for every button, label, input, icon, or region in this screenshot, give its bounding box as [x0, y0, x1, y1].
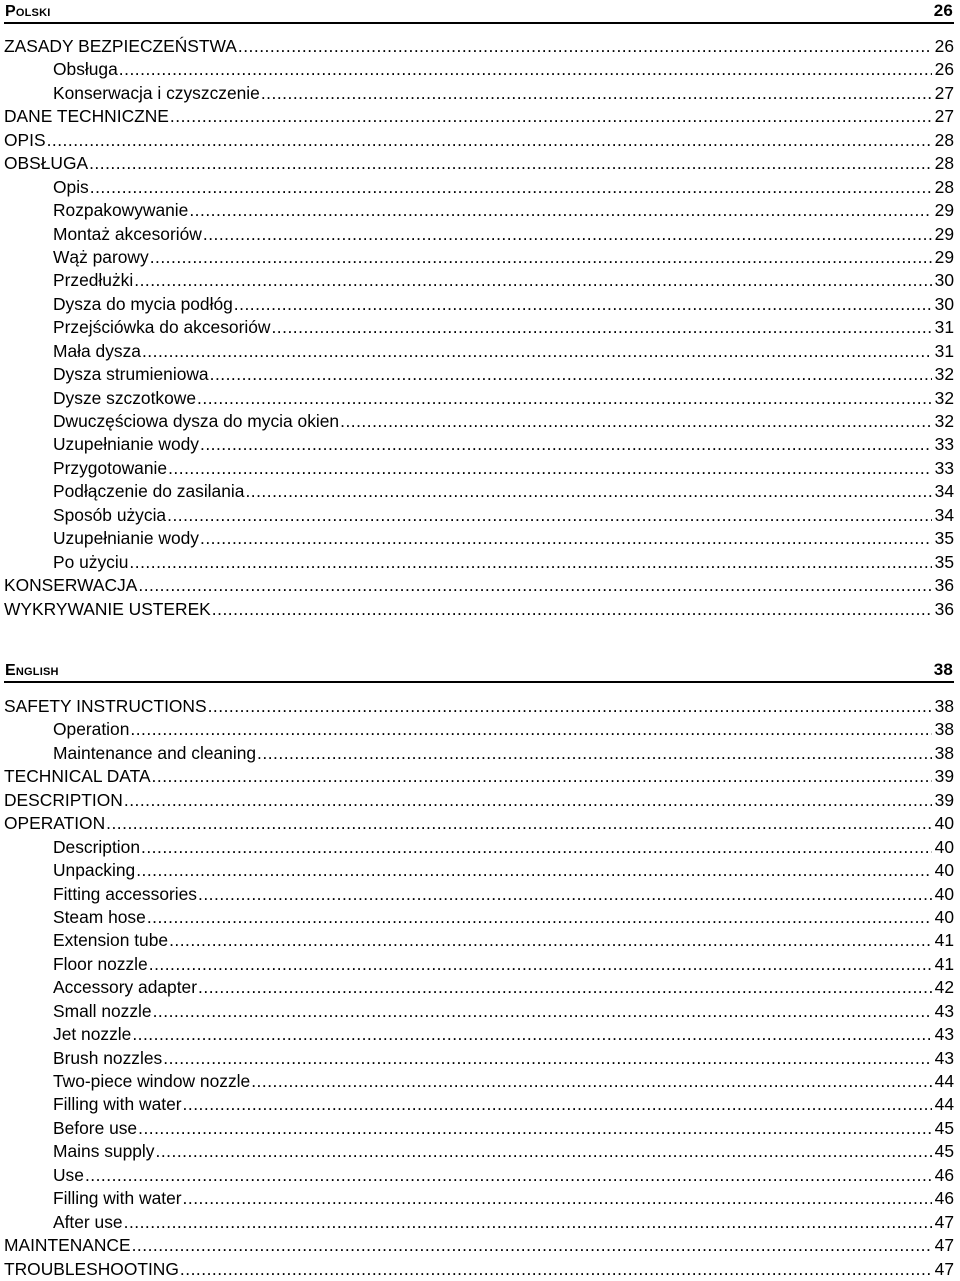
toc-entry-title: Operation: [53, 719, 130, 740]
toc-dot-leader: [198, 883, 932, 906]
toc-entry-title: Two-piece window nozzle: [53, 1071, 251, 1091]
toc-entry-page: 45: [934, 1117, 954, 1138]
toc-entry[interactable]: [4, 129, 954, 152]
toc-entry-page: 45: [934, 1141, 954, 1162]
toc-entry-page: 29: [934, 223, 954, 244]
toc-entry-title: Dwuczęściowa dysza do mycia okien: [53, 411, 340, 431]
toc-entry-page: 28: [934, 176, 954, 197]
toc-entry-title: MAINTENANCE: [4, 1235, 131, 1256]
toc-entry-title: Dysza do mycia podłóg: [53, 293, 233, 314]
toc-entry-title: Dysza strumieniowa: [53, 364, 209, 385]
toc-entry[interactable]: [4, 410, 954, 433]
toc-dot-leader: [180, 1258, 932, 1281]
toc-entry-title: Podłączenie do zasilania: [53, 481, 245, 502]
toc-entry[interactable]: [4, 929, 954, 952]
toc-entry-page: 33: [934, 457, 954, 478]
toc-entry-page: 47: [934, 1258, 954, 1279]
toc-entry[interactable]: [4, 269, 954, 292]
toc-entry-page: 43: [934, 1000, 954, 1021]
section-header-english: [4, 659, 954, 683]
toc-entry-title: KONSERWACJA: [4, 575, 138, 596]
toc-entry-page: 35: [934, 551, 954, 572]
toc-entry-page: 31: [934, 340, 954, 361]
toc-entry[interactable]: [4, 1211, 954, 1234]
toc-entry[interactable]: [4, 1047, 954, 1070]
toc-entry-page: 30: [934, 270, 954, 291]
toc-entry-title: Przygotowanie: [53, 457, 168, 478]
toc-entry-page: 36: [934, 598, 954, 619]
toc-entry-page: 44: [934, 1071, 954, 1091]
toc-entry[interactable]: [4, 316, 954, 339]
toc-entry-page: 46: [934, 1188, 954, 1209]
toc-entry-page: 39: [934, 766, 954, 787]
toc-dot-leader: [138, 574, 931, 597]
toc-dot-leader: [138, 1117, 932, 1140]
toc-dot-leader: [183, 1093, 932, 1116]
toc-dot-leader: [156, 1140, 932, 1163]
toc-dot-leader: [136, 859, 931, 882]
toc-dot-leader: [183, 1187, 932, 1210]
toc-entry-title: Maintenance and cleaning: [53, 742, 257, 763]
toc-entry-page: 27: [934, 82, 954, 103]
toc-entry-title: Use: [53, 1164, 84, 1185]
toc-entry-page: 26: [934, 36, 954, 56]
toc-entry-page: 44: [934, 1094, 954, 1115]
toc-entry-page: 35: [934, 528, 954, 549]
toc-entry-title: Jet nozzle: [53, 1024, 132, 1045]
toc-dot-leader: [170, 105, 932, 128]
toc-entry[interactable]: [4, 1093, 954, 1116]
toc-entry[interactable]: [4, 976, 954, 999]
toc-entry-page: 32: [934, 411, 954, 431]
toc-dot-leader: [238, 35, 932, 58]
toc-entry[interactable]: [4, 1023, 954, 1046]
toc-entry[interactable]: [4, 1164, 954, 1187]
section-header-polski: [4, 0, 954, 24]
toc-entry-page: 41: [934, 953, 954, 974]
toc-entry-page: 38: [934, 719, 954, 740]
toc-dot-leader: [251, 1070, 931, 1093]
toc-dot-leader: [149, 953, 932, 976]
toc-entry-page: 41: [934, 930, 954, 951]
toc-entry[interactable]: [4, 742, 954, 765]
toc-dot-leader: [163, 1047, 931, 1070]
toc-entry-page: 34: [934, 504, 954, 525]
toc-entry-title: Montaż akcesoriów: [53, 223, 202, 244]
toc-dot-leader: [150, 246, 932, 269]
section-page-number: 26: [933, 1, 953, 20]
toc-entry-title: Filling with water: [53, 1188, 182, 1209]
toc-entry-page: 43: [934, 1047, 954, 1068]
toc-entry[interactable]: [4, 695, 954, 718]
toc-dot-leader: [198, 976, 932, 999]
toc-dot-leader: [124, 789, 932, 812]
toc-entry-title: Uzupełnianie wody: [53, 528, 199, 549]
toc-entry-title: Uzupełnianie wody: [53, 434, 199, 455]
toc-dot-leader: [141, 836, 932, 859]
toc-entry-title: Opis: [53, 176, 89, 197]
toc-entry-page: 30: [934, 293, 954, 314]
toc-entry[interactable]: [4, 906, 954, 929]
toc-entry-title: SAFETY INSTRUCTIONS: [4, 696, 207, 716]
toc-dot-leader: [203, 223, 932, 246]
toc-entry-title: Wąż parowy: [53, 246, 149, 267]
toc-entry-title: DESCRIPTION: [4, 789, 123, 810]
toc-entry[interactable]: [4, 527, 954, 550]
toc-entry-page: 38: [934, 742, 954, 763]
toc-entry-title: Rozpakowywanie: [53, 200, 189, 221]
toc-dot-leader: [134, 269, 931, 292]
toc-entry[interactable]: [4, 883, 954, 906]
toc-entry-page: 36: [934, 575, 954, 596]
toc-entry-title: Steam hose: [53, 906, 146, 927]
toc-entry-title: Sposób użycia: [53, 504, 167, 525]
toc-dot-leader: [234, 293, 932, 316]
toc-list-polski: [4, 35, 954, 621]
toc-entry-page: 47: [934, 1211, 954, 1232]
toc-entry-page: 39: [934, 789, 954, 810]
toc-dot-leader: [119, 58, 932, 81]
toc-entry-title: Konserwacja i czyszczenie: [53, 82, 260, 103]
toc-entry[interactable]: [4, 551, 954, 574]
toc-entry-page: 40: [934, 860, 954, 881]
toc-entry-title: Floor nozzle: [53, 953, 148, 974]
toc-entry-page: 29: [934, 200, 954, 221]
toc-entry[interactable]: [4, 1117, 954, 1140]
toc-entry-page: 46: [934, 1164, 954, 1185]
toc-dot-leader: [153, 1000, 932, 1023]
toc-dot-leader: [147, 906, 932, 929]
toc-dot-leader: [47, 129, 932, 152]
toc-dot-leader: [168, 457, 932, 480]
toc-entry-page: 28: [934, 153, 954, 174]
toc-entry-page: 40: [934, 906, 954, 927]
toc-entry-title: Przedłużki: [53, 270, 134, 291]
section-page-number: 38: [933, 660, 953, 679]
toc-entry-title: TROUBLESHOOTING: [4, 1258, 179, 1279]
toc-dot-leader: [197, 387, 932, 410]
toc-entry[interactable]: [4, 82, 954, 105]
toc-dot-leader: [189, 199, 931, 222]
toc-entry-page: 38: [934, 696, 954, 716]
toc-entry-title: Przejściówka do akcesoriów: [53, 317, 271, 338]
toc-entry-title: Obsługa: [53, 59, 118, 80]
toc-dot-leader: [208, 695, 932, 718]
toc-entry[interactable]: [4, 433, 954, 456]
toc-list-english: [4, 695, 954, 1281]
toc-dot-leader: [132, 1234, 932, 1257]
toc-dot-leader: [271, 316, 931, 339]
toc-entry-title: WYKRYWANIE USTEREK: [4, 598, 211, 619]
toc-entry-page: 47: [934, 1235, 954, 1256]
toc-dot-leader: [85, 1164, 932, 1187]
toc-entry[interactable]: [4, 1140, 954, 1163]
toc-entry-title: Accessory adapter: [53, 977, 198, 998]
toc-entry[interactable]: [4, 1187, 954, 1210]
toc-entry-page: 40: [934, 883, 954, 904]
toc-entry-page: 32: [934, 387, 954, 408]
toc-dot-leader: [167, 504, 932, 527]
toc-entry[interactable]: [4, 293, 954, 316]
toc-entry-title: Small nozzle: [53, 1000, 152, 1021]
section-title: English: [5, 662, 59, 679]
toc-entry-title: Mała dysza: [53, 340, 141, 361]
toc-entry-title: TECHNICAL DATA: [4, 766, 151, 787]
toc-entry[interactable]: [4, 199, 954, 222]
toc-entry[interactable]: [4, 340, 954, 363]
toc-entry[interactable]: [4, 1070, 954, 1093]
toc-entry[interactable]: [4, 480, 954, 503]
toc-entry[interactable]: [4, 176, 954, 199]
toc-entry[interactable]: [4, 812, 954, 835]
toc-dot-leader: [210, 363, 932, 386]
section-title: Polski: [5, 3, 51, 20]
toc-entry-title: Unpacking: [53, 860, 136, 881]
toc-entry-title: DANE TECHNICZNE: [4, 106, 169, 127]
toc-dot-leader: [132, 1023, 931, 1046]
toc-entry[interactable]: [4, 246, 954, 269]
toc-dot-leader: [129, 551, 931, 574]
toc-entry[interactable]: [4, 598, 954, 621]
toc-entry-page: 33: [934, 434, 954, 455]
toc-entry-page: 32: [934, 364, 954, 385]
toc-entry-title: ZASADY BEZPIECZEŃSTWA: [4, 36, 237, 56]
toc-dot-leader: [169, 929, 932, 952]
toc-entry-page: 40: [934, 836, 954, 857]
toc-entry[interactable]: [4, 1000, 954, 1023]
toc-entry[interactable]: [4, 765, 954, 788]
toc-dot-leader: [130, 718, 931, 741]
toc-entry[interactable]: [4, 1258, 954, 1281]
toc-entry[interactable]: [4, 574, 954, 597]
toc-entry-title: OPERATION: [4, 813, 106, 834]
toc-dot-leader: [90, 176, 932, 199]
toc-dot-leader: [257, 742, 932, 765]
toc-entry-title: Extension tube: [53, 930, 169, 951]
toc-entry-page: 27: [934, 106, 954, 127]
toc-dot-leader: [200, 433, 932, 456]
toc-dot-leader: [124, 1211, 932, 1234]
toc-entry[interactable]: [4, 859, 954, 882]
toc-entry-title: Po użyciu: [53, 551, 129, 572]
toc-dot-leader: [106, 812, 932, 835]
toc-entry-page: 40: [934, 813, 954, 834]
toc-entry-page: 26: [934, 59, 954, 80]
toc-entry[interactable]: [4, 58, 954, 81]
toc-entry[interactable]: [4, 223, 954, 246]
toc-entry[interactable]: [4, 457, 954, 480]
toc-entry-page: 31: [934, 317, 954, 338]
toc-entry[interactable]: [4, 105, 954, 128]
toc-entry[interactable]: [4, 1234, 954, 1257]
toc-entry[interactable]: [4, 953, 954, 976]
toc-dot-leader: [89, 152, 932, 175]
toc-entry[interactable]: [4, 836, 954, 859]
toc-entry-title: Description: [53, 836, 140, 857]
toc-entry-page: 29: [934, 246, 954, 267]
toc-dot-leader: [212, 598, 932, 621]
toc-entry-title: Filling with water: [53, 1094, 182, 1115]
toc-dot-leader: [245, 480, 931, 503]
toc-entry-title: After use: [53, 1211, 123, 1232]
toc-dot-leader: [261, 82, 932, 105]
toc-entry-title: Before use: [53, 1117, 138, 1138]
toc-entry-title: Brush nozzles: [53, 1047, 163, 1068]
toc-entry[interactable]: [4, 387, 954, 410]
toc-entry-page: 43: [934, 1024, 954, 1045]
toc-entry[interactable]: [4, 35, 954, 58]
toc-dot-leader: [142, 340, 932, 363]
toc-entry[interactable]: [4, 152, 954, 175]
toc-entry-page: 34: [934, 481, 954, 502]
toc-entry[interactable]: [4, 718, 954, 741]
toc-dot-leader: [200, 527, 932, 550]
toc-entry-title: OBSŁUGA: [4, 153, 89, 174]
toc-dot-leader: [340, 410, 932, 433]
toc-entry-title: OPIS: [4, 129, 46, 150]
toc-entry-page: 28: [934, 129, 954, 150]
toc-entry[interactable]: [4, 789, 954, 812]
toc-entry-title: Dysze szczotkowe: [53, 387, 197, 408]
toc-entry-title: Fitting accessories: [53, 883, 198, 904]
toc-entry[interactable]: [4, 504, 954, 527]
toc-entry-page: 42: [934, 977, 954, 998]
toc-dot-leader: [152, 765, 932, 788]
toc-entry[interactable]: [4, 363, 954, 386]
toc-entry-title: Mains supply: [53, 1141, 155, 1162]
